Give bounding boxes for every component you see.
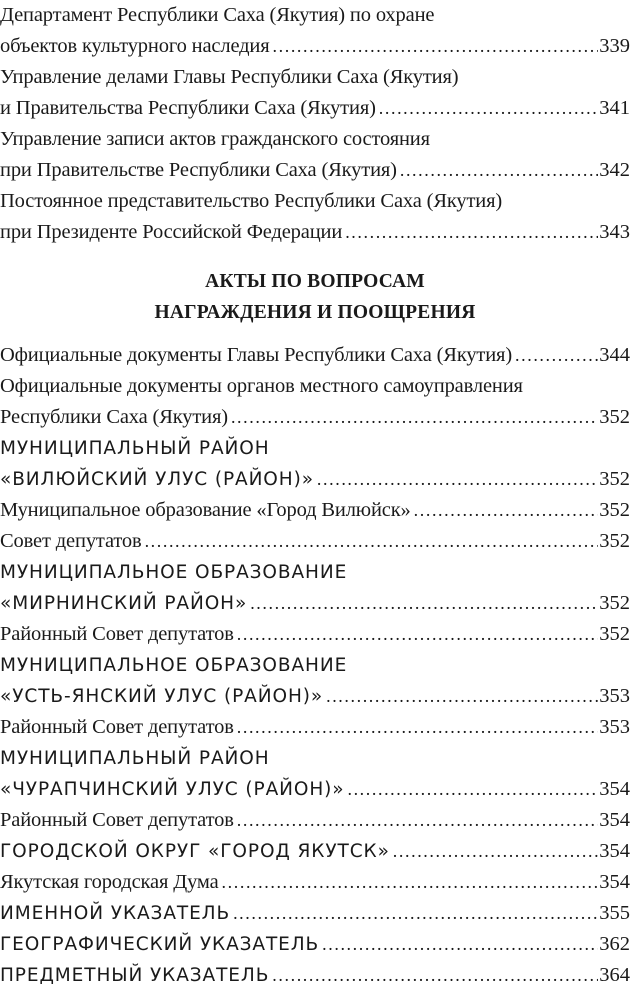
toc-entry-line — [0, 526, 630, 557]
toc-page-number: 352 — [599, 499, 630, 521]
toc-page-number: 353 — [599, 716, 630, 738]
toc-entry-text: при Президенте Российской Федерации — [0, 221, 343, 243]
toc-entry-text: МУНИЦИПАЛЬНЫЙ РАЙОН — [0, 748, 270, 769]
toc-entry-text: Постоянное представительство Республики Саха (Якутия) — [0, 190, 503, 212]
toc-entry-text: «ВИЛЮЙСКИЙ УЛУС (РАЙОН)» — [0, 469, 314, 490]
toc-page-number: 362 — [599, 933, 630, 955]
toc-page-number: 354 — [599, 840, 630, 862]
toc-entry-line — [0, 124, 630, 155]
dot-leader — [231, 402, 598, 433]
dot-leader — [272, 960, 598, 991]
toc-entry-text: ГЕОГРАФИЧЕСКИЙ УКАЗАТЕЛЬ — [0, 934, 320, 955]
toc-entry-text: и Правительства Республики Саха (Якутия) — [0, 97, 376, 119]
dot-leader — [515, 340, 598, 371]
toc-entry-text: «МИРНИНСКИЙ РАЙОН» — [0, 593, 248, 614]
toc-entry-line — [0, 805, 630, 836]
toc-entry-line — [0, 929, 630, 960]
toc-entry-line — [0, 340, 630, 371]
toc-page-number: 339 — [599, 35, 630, 57]
toc-top-list — [0, 0, 630, 248]
toc-entry-line — [0, 681, 630, 712]
toc-page-number: 352 — [599, 406, 630, 428]
dot-leader — [250, 588, 598, 619]
toc-entry-line — [0, 867, 630, 898]
toc-entry-text: Официальные документы Главы Республики Саха (Якутия) — [0, 344, 513, 366]
toc-page-number: 352 — [599, 530, 630, 552]
toc-page-number: 355 — [599, 902, 630, 924]
toc-entry-line — [0, 743, 630, 774]
section-heading-line-2: НАГРАЖДЕНИЯ И ПООЩРЕНИЯ — [154, 302, 476, 323]
toc-entry-line — [0, 155, 630, 186]
toc-page-number: 353 — [599, 685, 630, 707]
toc-bottom-list — [0, 340, 630, 991]
section-heading-line-1: АКТЫ ПО ВОПРОСАМ — [205, 271, 425, 292]
toc-page-number: 354 — [599, 778, 630, 800]
toc-entry-line — [0, 712, 630, 743]
toc-entry-text: Районный Совет депутатов — [0, 809, 234, 831]
toc-entry-line — [0, 650, 630, 681]
toc-entry-line — [0, 464, 630, 495]
toc-page-number: 343 — [599, 221, 630, 243]
toc-entry-text: Департамент Республики Саха (Якутия) по охране — [0, 4, 435, 26]
dot-leader — [237, 712, 599, 743]
dot-leader — [322, 929, 598, 960]
toc-page-number: 342 — [599, 159, 630, 181]
toc-entry-text: Совет депутатов — [0, 530, 142, 552]
toc-page-number: 341 — [599, 97, 630, 119]
section-gap — [0, 328, 630, 340]
toc-entry-line — [0, 495, 630, 526]
toc-page-number: 352 — [599, 592, 630, 614]
toc-entry-text: Районный Совет депутатов — [0, 623, 234, 645]
toc-entry-line — [0, 62, 630, 93]
toc-entry-line — [0, 774, 630, 805]
dot-leader — [317, 464, 598, 495]
toc-entry-text: объектов культурного наследия — [0, 35, 270, 57]
dot-leader — [326, 681, 598, 712]
dot-leader — [273, 31, 599, 62]
toc-entry-text: Муниципальное образование «Город Вилюйск» — [0, 499, 411, 521]
toc-entry-text: МУНИЦИПАЛЬНОЕ ОБРАЗОВАНИЕ — [0, 655, 348, 676]
toc-entry-text: ИМЕННОЙ УКАЗАТЕЛЬ — [0, 903, 231, 924]
toc-entry-line — [0, 186, 630, 217]
dot-leader — [400, 155, 598, 186]
toc-entry-text: Официальные документы органов местного самоуправления — [0, 375, 523, 397]
toc-entry-text: при Правительстве Республики Саха (Якутия) — [0, 159, 397, 181]
toc-page-number: 354 — [599, 809, 630, 831]
toc-page-number: 364 — [599, 964, 630, 986]
toc-entry-text: «ЧУРАПЧИНСКИЙ УЛУС (РАЙОН)» — [0, 779, 345, 800]
dot-leader — [347, 774, 598, 805]
toc-entry-text: Якутская городская Дума — [0, 871, 219, 893]
toc-entry-text: ГОРОДСКОЙ ОКРУГ «ГОРОД ЯКУТСК» — [0, 841, 390, 862]
toc-entry-line — [0, 557, 630, 588]
toc-page-number: 352 — [599, 468, 630, 490]
toc-page-number: 344 — [599, 344, 630, 366]
toc-entry-line — [0, 619, 630, 650]
toc-page-number: 354 — [599, 871, 630, 893]
toc-entry-text: ПРЕДМЕТНЫЙ УКАЗАТЕЛЬ — [0, 965, 270, 986]
toc-entry-line — [0, 433, 630, 464]
toc-entry-text: МУНИЦИПАЛЬНЫЙ РАЙОН — [0, 438, 270, 459]
dot-leader — [414, 495, 599, 526]
toc-entry-line — [0, 402, 630, 433]
dot-leader — [145, 526, 599, 557]
toc-entry-text: Республики Саха (Якутия) — [0, 406, 228, 428]
toc-page-number: 352 — [599, 623, 630, 645]
dot-leader — [393, 836, 598, 867]
dot-leader — [222, 867, 599, 898]
dot-leader — [379, 93, 598, 124]
toc-entry-line — [0, 0, 630, 31]
toc-entry-line — [0, 960, 630, 991]
toc-entry-line — [0, 588, 630, 619]
toc-entry-line — [0, 31, 630, 62]
toc-entry-line — [0, 898, 630, 929]
toc-entry-line — [0, 217, 630, 248]
dot-leader — [237, 805, 599, 836]
toc-entry-text: Управление записи актов гражданского состояния — [0, 128, 430, 150]
dot-leader — [237, 619, 599, 650]
toc-entry-text: МУНИЦИПАЛЬНОЕ ОБРАЗОВАНИЕ — [0, 562, 348, 583]
toc-entry-text: Районный Совет депутатов — [0, 716, 234, 738]
toc-entry-line — [0, 836, 630, 867]
dot-leader — [345, 217, 598, 248]
toc-entry-line — [0, 93, 630, 124]
toc-entry-text: Управление делами Главы Республики Саха (Якутия) — [0, 66, 459, 88]
toc-entry-line — [0, 371, 630, 402]
toc-entry-text: «УСТЬ-ЯНСКИЙ УЛУС (РАЙОН)» — [0, 686, 324, 707]
dot-leader — [233, 898, 598, 929]
